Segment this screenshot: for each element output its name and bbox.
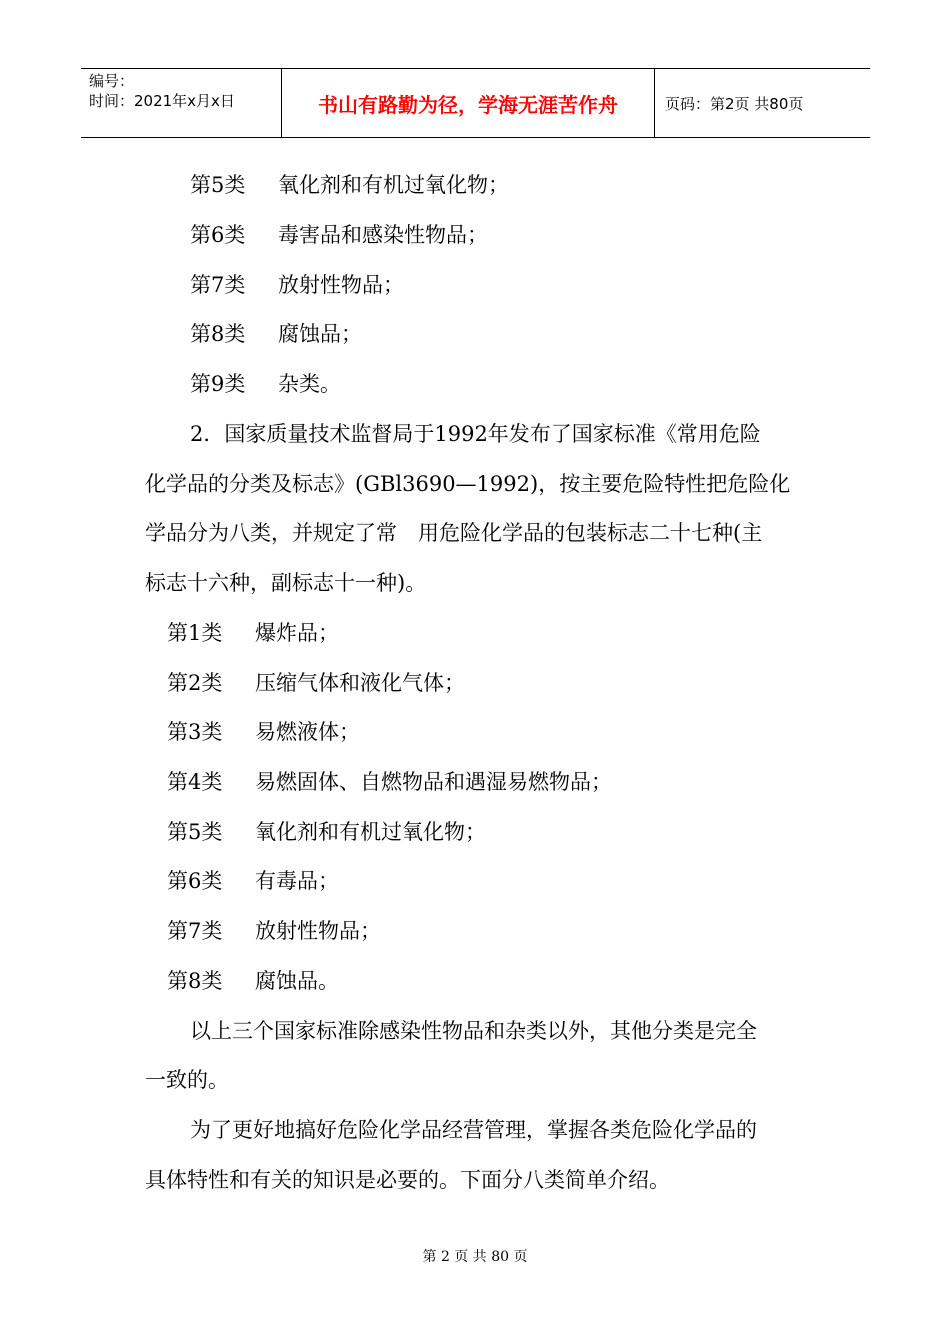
list-item: 第5类 氧化剂和有机过氧化物； xyxy=(167,820,486,844)
list-item: 第4类 易燃固体、自燃物品和遇湿易燃物品； xyxy=(167,770,612,794)
list-item: 第8类 腐蚀品。 xyxy=(167,969,339,993)
paragraph-line: 为了更好地搞好危险化学品经营管理，掌握各类危险化学品的 xyxy=(190,1118,757,1142)
list-item: 第6类 有毒品； xyxy=(167,869,339,893)
list-item: 第6类 毒害品和感染性物品； xyxy=(190,223,488,247)
list-item: 第9类 杂类。 xyxy=(190,372,341,396)
paragraph-line: 一致的。 xyxy=(145,1068,229,1092)
paragraph-line: 标志十六种，副标志十一种)。 xyxy=(145,571,427,595)
paragraph-line: 2．国家质量技术监督局于1992年发布了国家标准《常用危险 xyxy=(190,422,761,446)
list-item: 第8类 腐蚀品； xyxy=(190,322,362,346)
list-item: 第1类 爆炸品； xyxy=(167,621,339,645)
header-table xyxy=(81,68,870,138)
header-meta-cell xyxy=(81,69,282,137)
list-item: 第2类 压缩气体和液化气体； xyxy=(167,671,465,695)
header-page-label: 页码：第2页 共80页 xyxy=(665,94,804,113)
header-motto: 书山有路勤为径，学海无涯苦作舟 xyxy=(282,69,655,137)
paragraph-line: 以上三个国家标准除感染性物品和杂类以外，其他分类是完全 xyxy=(190,1019,757,1043)
document-time-label: 时间：2021年x月x日 xyxy=(89,92,235,110)
list-item: 第5类 氧化剂和有机过氧化物； xyxy=(190,173,509,197)
list-item: 第7类 放射性物品； xyxy=(167,919,381,943)
list-item: 第3类 易燃液体； xyxy=(167,720,360,744)
list-item: 第7类 放射性物品； xyxy=(190,273,404,297)
paragraph-line: 化学品的分类及标志》(GBl3690—1992)，按主要危险特性把危险化 xyxy=(145,472,791,496)
paragraph-line: 学品分为八类，并规定了常 用危险化学品的包装标志二十七种(主 xyxy=(145,521,763,545)
document-number-label: 编号： xyxy=(89,72,135,90)
paragraph-line: 具体特性和有关的知识是必要的。下面分八类简单介绍。 xyxy=(145,1168,670,1192)
page-footer: 第 2 页 共 80 页 xyxy=(422,1249,528,1265)
